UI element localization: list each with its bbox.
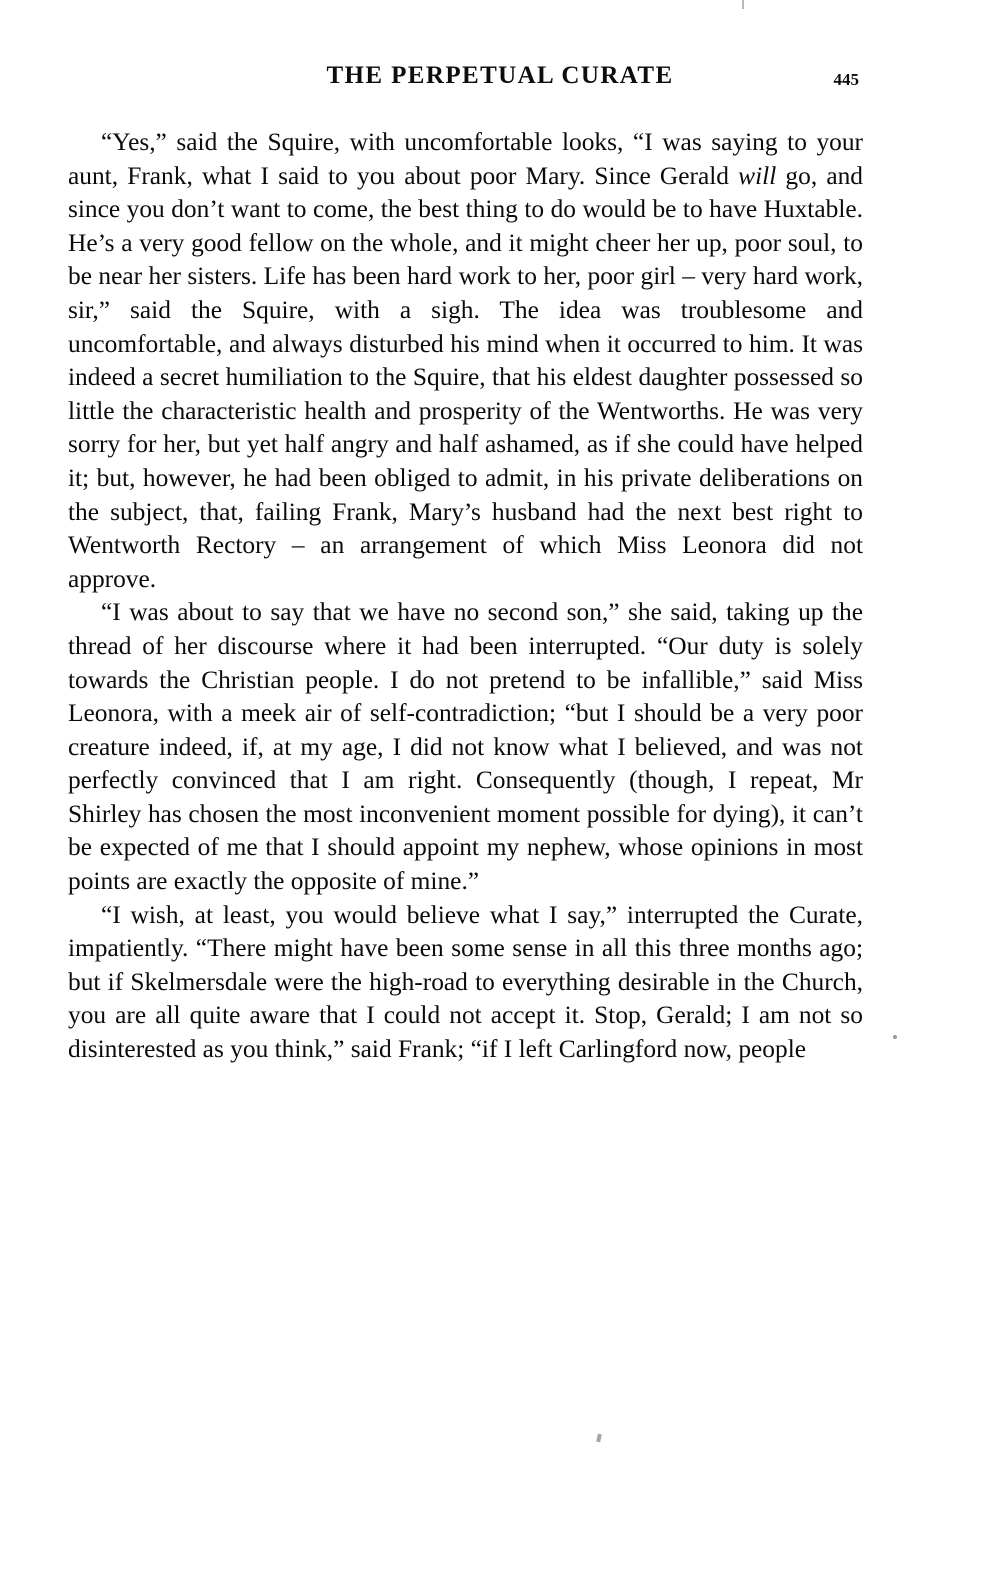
para-1: “Yes,” said the Squire, with uncomfortable looks, “I was saying to your aunt, Frank, what I said to you about poor Mary. Since Gerald will go, and since you don’t want to come, the best thing to do would be to have Huxtable. He’s a very good fellow on the whole, and it might cheer her up, poor soul, to be near her sisters. Life has been hard work to her, poor girl – very hard work, sir,” said the Squire, with a sigh. The idea was troublesome and uncomfortable, and always disturbed his mind when it occurred to him. It was indeed a secret humiliation to the Squire, that his eldest daughter possessed so little the characteristic health and prosperity of the Wentworths. He was very sorry for her, but yet half angry and half ashamed, as if she could have helped it; but, however, he had been obliged to admit, in his private deliberations on the subject, that, failing Frank, Mary’s husband had the next best right to Wentworth Rectory – an arrangement of which Miss Leonora did not approve.: [68, 128, 863, 593]
scan-artifact-right-icon: [893, 1035, 897, 1039]
scan-artifact-top-icon: [742, 0, 744, 9]
page-number: 445: [833, 70, 859, 89]
running-title: THE PERPETUAL CURATE: [326, 62, 674, 89]
para-2: “I was about to say that we have no second son,” she said, taking up the thread of her discourse where it had been interrupted. “Our duty is solely towards the Christian people. I do not pretend to be infallible,” said Miss Leonora, with a meek air of self-contradiction; “but I should be a very poor creature indeed, if, at my age, I did not know what I believed, and was not perfectly convinced that I am right. Consequently (though, I repeat, Mr Shirley has chosen the most inconvenient moment possible for dying), it can’t be expected of me that I should appoint my nephew, whose opinions in most points are exactly the opposite of mine.”: [68, 598, 863, 896]
emphasis-text: will: [738, 161, 777, 190]
page-header: [0, 62, 1000, 96]
para-3: “I wish, at least, you would believe what I say,” interrupted the Curate, impatiently. “There might have been some sense in all this three months ago; but if Skelmersdale were the high-road to everything desirable in the Church, you are all quite aware that I could not accept it. Stop, Gerald; I am not so disinterested as you think,” said Frank; “if I left Carlingford now, people: [68, 900, 863, 1064]
body-text: [68, 126, 863, 1067]
scan-artifact-bottom-icon: [596, 1434, 602, 1443]
